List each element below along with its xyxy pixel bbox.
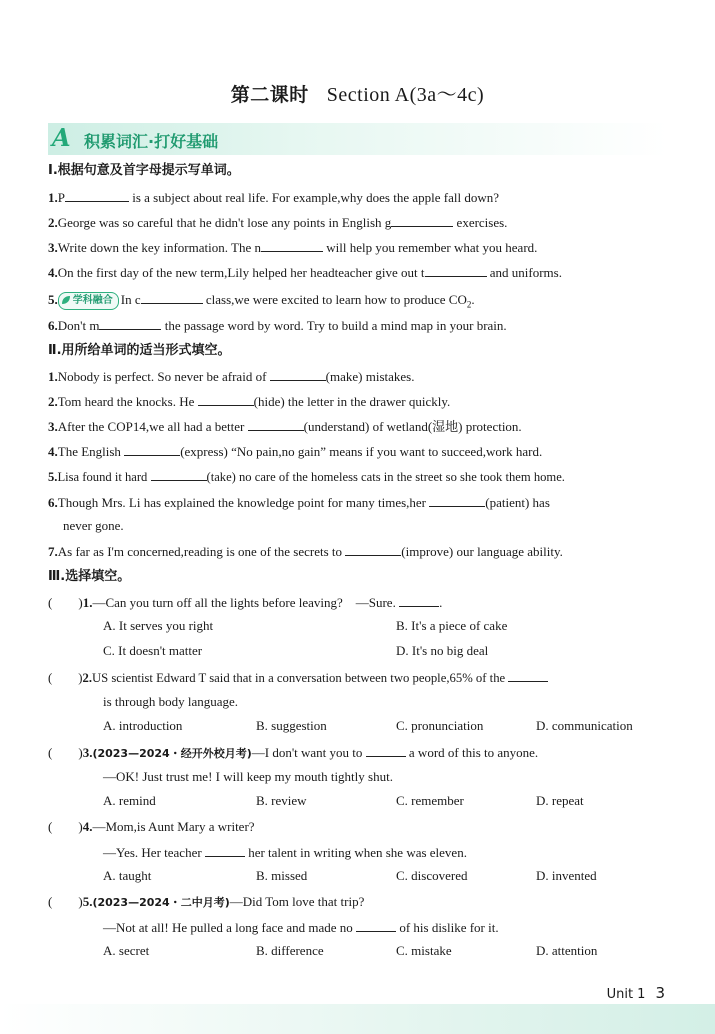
- p1-q2: 2.George was so careful that he didn't lose any points in English g exercises.: [48, 215, 508, 230]
- answer-paren[interactable]: ( ): [48, 819, 83, 834]
- answer-paren[interactable]: ( ): [48, 894, 83, 909]
- p3-q5-option-c[interactable]: C. mistake: [396, 943, 452, 958]
- answer-blank[interactable]: [198, 392, 254, 406]
- p3-q3: ( )3.(2023—2024・经开外校月考)—I don't want you to a word of this to anyone.: [48, 745, 539, 760]
- p1-q1: 1.P is a subject about real life. For example,why does the apple fall down?: [48, 190, 500, 205]
- p3-q2-option-c[interactable]: C. pronunciation: [396, 718, 484, 733]
- answer-blank[interactable]: [151, 467, 207, 481]
- p3-q4-option-d[interactable]: D. invented: [536, 868, 597, 883]
- p3-q4-option-c[interactable]: C. discovered: [396, 868, 468, 883]
- title-section: Section A(3a～4c): [326, 84, 485, 106]
- answer-blank[interactable]: [141, 290, 203, 304]
- p3-q5-option-d[interactable]: D. attention: [536, 943, 598, 958]
- p2-q7: 7.As far as I'm concerned,reading is one of the secrets to (improve) our language ability.: [48, 544, 563, 559]
- p3-q3-option-a[interactable]: A. remind: [103, 793, 156, 808]
- answer-blank[interactable]: [391, 213, 453, 227]
- p3-q1-option-b[interactable]: B. It's a piece of cake: [396, 618, 508, 633]
- answer-blank[interactable]: [248, 417, 304, 431]
- p1-q5: 5. 学科融合 In c class,we were excited to learn how to produce $CO_2$.: [48, 292, 475, 310]
- answer-blank[interactable]: [261, 238, 323, 252]
- page-title: [0, 78, 715, 107]
- p3-q3-option-b[interactable]: B. review: [256, 793, 307, 808]
- p3-q3-option-d[interactable]: D. repeat: [536, 793, 584, 808]
- source-note: (2023—2024・二中月考): [92, 896, 230, 909]
- p3-q2-option-a[interactable]: A. introduction: [103, 718, 183, 733]
- p3-q4-cont: —Yes. Her teacher her talent in writing when she was eleven.: [103, 845, 467, 860]
- p2-q6-cont: never gone.: [63, 518, 124, 533]
- p2-q5: 5.Lisa found it hard (take) no care of the homeless cats in the street so she took them home.: [48, 467, 565, 486]
- page-footer: [607, 984, 665, 1002]
- p3-q2-cont: is through body language.: [103, 694, 239, 709]
- answer-blank[interactable]: [356, 918, 396, 932]
- page-number: 3: [655, 984, 665, 1002]
- answer-blank[interactable]: [429, 493, 485, 507]
- p3-q1-option-d[interactable]: D. It's no big deal: [396, 643, 489, 658]
- answer-blank[interactable]: [65, 188, 129, 202]
- part3-heading: Ⅲ.选择填空。: [48, 569, 131, 584]
- p3-q5: ( )5.(2023—2024・二中月考)—Did Tom love that trip?: [48, 894, 365, 909]
- p3-q5-cont: —Not at all! He pulled a long face and made no of his dislike for it.: [103, 920, 499, 935]
- title-cn: 第二课时: [230, 84, 309, 106]
- p2-q4: 4.The English (express) “No pain,no gain” means if you want to succeed,work hard.: [48, 444, 543, 459]
- p3-q4-option-b[interactable]: B. missed: [256, 868, 308, 883]
- p3-q1: ( )1.—Can you turn off all the lights before leaving? —Sure. .: [48, 595, 443, 610]
- p2-q3: 3.After the COP14,we all had a better (understand) of wetland(湿地) protection.: [48, 419, 522, 434]
- p3-q2-option-b[interactable]: B. suggestion: [256, 718, 327, 733]
- answer-blank[interactable]: [508, 668, 548, 682]
- p3-q2: ( )2.US scientist Edward T said that in a conversation between two people,65% of the: [48, 668, 548, 687]
- p2-q6: 6.Though Mrs. Li has explained the knowledge point for many times,her (patient) has: [48, 495, 550, 510]
- p3-q3-cont: —OK! Just trust me! I will keep my mouth tightly shut.: [103, 769, 393, 784]
- answer-paren[interactable]: ( ): [48, 595, 83, 610]
- banner-letter: A: [52, 123, 71, 152]
- leaf-icon: [61, 295, 71, 305]
- unit-label: Unit 1: [606, 987, 646, 1002]
- p3-q3-option-c[interactable]: C. remember: [396, 793, 464, 808]
- answer-paren[interactable]: ( ): [48, 671, 83, 685]
- p3-q5-option-a[interactable]: A. secret: [103, 943, 150, 958]
- p3-q2-option-d[interactable]: D. communication: [536, 718, 633, 733]
- p1-q6: 6.Don't m the passage word by word. Try to build a mind map in your brain.: [48, 318, 507, 333]
- p3-q1-option-a[interactable]: A. It serves you right: [103, 618, 214, 633]
- answer-blank[interactable]: [270, 367, 326, 381]
- p3-q1-option-c[interactable]: C. It doesn't matter: [103, 643, 203, 658]
- answer-paren[interactable]: ( ): [48, 745, 83, 760]
- p1-q3: 3.Write down the key information. The n will help you remember what you heard.: [48, 240, 538, 255]
- p3-q4-option-a[interactable]: A. taught: [103, 868, 152, 883]
- answer-blank[interactable]: [345, 542, 401, 556]
- answer-blank[interactable]: [205, 843, 245, 857]
- subject-integration-badge: 学科融合: [58, 292, 119, 310]
- p3-q4: ( )4.—Mom,is Aunt Mary a writer?: [48, 819, 255, 834]
- p1-q4: 4.On the first day of the new term,Lily helped her headteacher give out t and uniforms.: [48, 265, 562, 280]
- p2-q2: 2.Tom heard the knocks. He (hide) the letter in the drawer quickly.: [48, 394, 451, 409]
- answer-blank[interactable]: [366, 743, 406, 757]
- footer-band: [0, 1004, 715, 1034]
- banner-title: 积累词汇·打好基础: [84, 132, 219, 151]
- answer-blank[interactable]: [99, 316, 161, 330]
- answer-blank[interactable]: [399, 593, 439, 607]
- p2-q1: 1.Nobody is perfect. So never be afraid of (make) mistakes.: [48, 369, 415, 384]
- answer-blank[interactable]: [124, 442, 180, 456]
- answer-blank[interactable]: [425, 263, 487, 277]
- section-banner: [48, 123, 668, 155]
- part1-heading: Ⅰ.根据句意及首字母提示写单词。: [48, 163, 240, 178]
- source-note: (2023—2024・经开外校月考): [92, 747, 252, 760]
- part2-heading: Ⅱ.用所给单词的适当形式填空。: [48, 343, 231, 358]
- p3-q5-option-b[interactable]: B. difference: [256, 943, 324, 958]
